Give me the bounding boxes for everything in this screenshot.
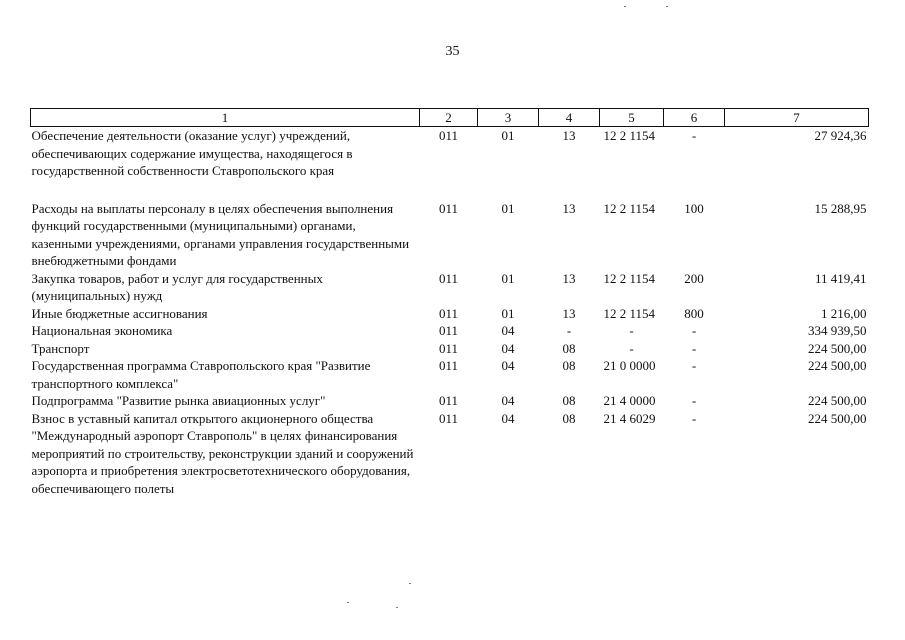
row-col-6: 200 bbox=[684, 270, 704, 286]
row-col-6: - bbox=[691, 358, 697, 373]
row-col-3: 04 bbox=[501, 358, 515, 373]
row-col-5: 21 0 0000 bbox=[603, 358, 656, 373]
row-name: Обеспечение деятельности (оказание услуг) учреждений, обеспечивающих содержание имущества, находящегося в государственной собственности Ставропольского края bbox=[31, 128, 353, 178]
row-col-4: 08 bbox=[562, 393, 576, 408]
table-row bbox=[31, 357, 869, 392]
header-col-1: 1 bbox=[31, 109, 420, 127]
row-col-2: 011 bbox=[438, 128, 459, 143]
row-col-3: 04 bbox=[501, 393, 515, 408]
row-amount: 1 216,00 bbox=[821, 305, 867, 321]
row-name: Взнос в уставный капитал открытого акционерного общества "Международный аэропорт Ставрополь" в целях финансирования мероприятий по строительству, реконструкции зданий и сооружений аэропорта и приобретения электросветотехнического оборудования, обеспечивающего полеты bbox=[31, 410, 414, 496]
row-col-6: - bbox=[691, 393, 697, 408]
scan-speck bbox=[666, 6, 668, 7]
row-col-6: - bbox=[691, 410, 697, 426]
table-row bbox=[31, 127, 869, 180]
row-col-3: 01 bbox=[501, 200, 515, 216]
table-row bbox=[31, 305, 869, 323]
row-col-6: - bbox=[691, 323, 697, 338]
row-amount: 224 500,00 bbox=[808, 340, 867, 356]
row-col-3: 01 bbox=[501, 270, 515, 286]
budget-table bbox=[30, 108, 869, 497]
scan-speck bbox=[396, 607, 398, 608]
row-col-5: 21 4 0000 bbox=[603, 393, 656, 408]
page-number: 35 bbox=[445, 44, 460, 59]
row-col-4: 13 bbox=[562, 305, 576, 321]
row-col-2: 011 bbox=[438, 410, 459, 426]
row-col-5: 12 2 1154 bbox=[603, 270, 656, 286]
scan-speck bbox=[409, 583, 411, 584]
table-row bbox=[31, 270, 869, 305]
table-row bbox=[31, 200, 869, 270]
row-col-4: 08 bbox=[562, 358, 576, 373]
row-col-6: - bbox=[691, 128, 697, 143]
row-col-3: 04 bbox=[501, 340, 515, 356]
header-col-3: 3 bbox=[478, 109, 539, 127]
row-col-3: 04 bbox=[501, 410, 515, 426]
table-row bbox=[31, 322, 869, 340]
row-name: Национальная экономика bbox=[31, 323, 173, 338]
row-col-2: 011 bbox=[438, 358, 459, 373]
row-col-2: 011 bbox=[438, 393, 459, 408]
row-amount: 15 288,95 bbox=[814, 200, 867, 216]
row-amount: 11 419,41 bbox=[814, 270, 867, 286]
row-amount: 334 939,50 bbox=[808, 323, 867, 338]
row-col-3: 04 bbox=[501, 323, 515, 338]
scan-speck bbox=[347, 602, 349, 603]
row-col-5: 12 2 1154 bbox=[603, 128, 656, 143]
row-col-3: 01 bbox=[501, 128, 515, 143]
header-col-2: 2 bbox=[420, 109, 478, 127]
row-amount: 27 924,36 bbox=[814, 128, 867, 143]
row-col-2: 011 bbox=[438, 270, 459, 286]
header-col-4: 4 bbox=[539, 109, 600, 127]
header-col-6: 6 bbox=[664, 109, 725, 127]
row-col-6: 100 bbox=[684, 200, 704, 216]
table-row bbox=[31, 410, 869, 498]
row-col-2: 011 bbox=[438, 200, 459, 216]
row-amount: 224 500,00 bbox=[808, 393, 867, 408]
row-col-5: 12 2 1154 bbox=[603, 305, 656, 321]
table-row bbox=[31, 340, 869, 358]
table-header-row bbox=[31, 109, 869, 127]
row-name: Расходы на выплаты персоналу в целях обеспечения выполнения функций государственными (муниципальными) органами, казенными учреждениями, органами управления государственными внебюджетными фондами bbox=[31, 200, 410, 268]
row-name: Закупка товаров, работ и услуг для государственных (муниципальных) нужд bbox=[31, 270, 323, 303]
row-col-5: - bbox=[629, 323, 634, 338]
row-name: Иные бюджетные ассигнования bbox=[31, 305, 208, 321]
header-col-5: 5 bbox=[600, 109, 664, 127]
row-col-4: 08 bbox=[562, 340, 576, 356]
row-name: Подпрограмма "Развитие рынка авиационных услуг" bbox=[31, 393, 326, 408]
row-col-4: 08 bbox=[562, 410, 576, 426]
row-col-6: 800 bbox=[684, 305, 704, 321]
row-spacer bbox=[31, 180, 869, 200]
row-col-3: 01 bbox=[501, 305, 515, 321]
row-amount: 224 500,00 bbox=[808, 358, 867, 373]
row-col-4: 13 bbox=[562, 270, 576, 286]
row-amount: 224 500,00 bbox=[808, 410, 867, 426]
header-col-7: 7 bbox=[725, 109, 869, 127]
row-col-5: - bbox=[629, 340, 634, 356]
row-col-5: 21 4 6029 bbox=[603, 410, 656, 426]
table-row bbox=[31, 392, 869, 410]
row-col-4: - bbox=[566, 323, 572, 338]
row-col-6: - bbox=[691, 340, 697, 356]
row-col-2: 011 bbox=[438, 323, 459, 338]
row-name: Государственная программа Ставропольского края "Развитие транспортного комплекса" bbox=[31, 358, 371, 391]
row-col-2: 011 bbox=[438, 340, 459, 356]
row-name: Транспорт bbox=[31, 340, 90, 356]
row-col-2: 011 bbox=[438, 305, 459, 321]
scan-speck bbox=[624, 6, 626, 7]
row-col-4: 13 bbox=[562, 128, 576, 143]
row-col-4: 13 bbox=[562, 200, 576, 216]
row-col-5: 12 2 1154 bbox=[603, 200, 656, 216]
